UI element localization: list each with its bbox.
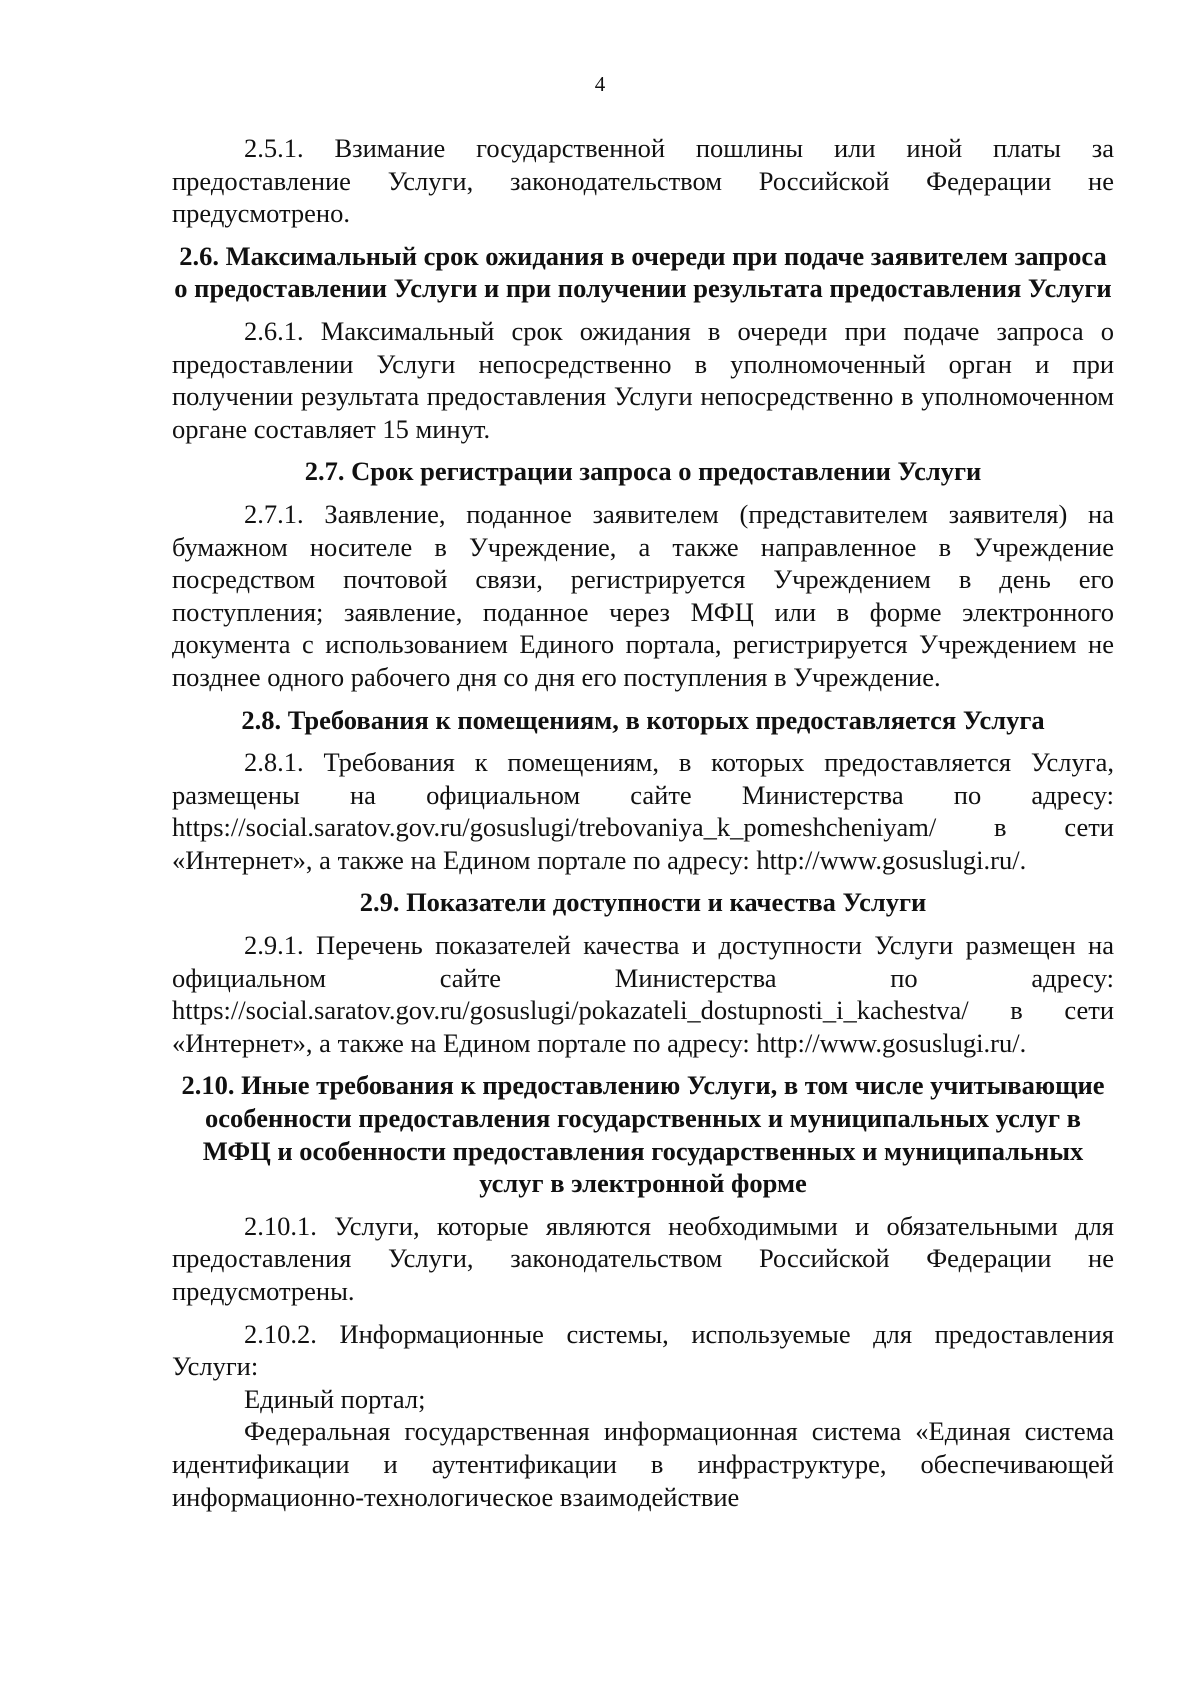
paragraph-2-7-1: 2.7.1. Заявление, поданное заявителем (представителем заявителя) на бумажном носителе в Учреждение, а также направленное в Учреждение посредством почтовой связи, регистрируется Учреждением в день его поступления; заявление, поданное через МФЦ или в форме электронного документа с использованием Единого портала, регистрируется Учреждением не позднее одного рабочего дня со дня его поступления в Учреждение. [172, 498, 1114, 692]
paragraph-2-9-1: 2.9.1. Перечень показателей качества и доступности Услуги размещен на официальном сайте Министерства по адресу: https://social.saratov.gov.ru/gosuslugi/pokazateli_dostupnosti_i_kachestva/ в сети «Интернет», а также на Едином портале по адресу: http://www.gosuslugi.ru/. [172, 930, 1114, 1058]
heading-2-9: 2.9. Показатели доступности и качества Услуги [359, 887, 927, 918]
paragraph-2-10-1: 2.10.1. Услуги, которые являются необходимыми и обязательными для предоставления Услуги, законодательством Российской Федерации не предусмотрены. [172, 1210, 1114, 1306]
paragraph-2-6-1: 2.6.1. Максимальный срок ожидания в очереди при подаче запроса о предоставлении Услуги непосредственно в уполномоченный орган и при получении результата предоставления Услуги непосредственно в уполномоченном органе составляет 15 минут. [172, 315, 1114, 444]
list-item-unified-portal: Единый портал; [244, 1383, 426, 1414]
paragraph-2-8-1: 2.8.1. Требования к помещениям, в которых предоставляется Услуга, размещены на официальном сайте Министерства по адресу: https://social.saratov.gov.ru/gosuslugi/trebovaniya_k_pomeshcheniyam/ в сети «Интернет», а также на Едином портале по адресу: http://www.gosuslugi.ru/. [172, 747, 1114, 875]
heading-2-8: 2.8. Требования к помещениям, в которых предоставляется Услуга [241, 704, 1045, 735]
heading-2-10: 2.10. Иные требования к предоставлению Услуги, в том числе учитывающие особенности предоставления государственных и муниципальных услуг в МФЦ и особенности предоставления государственных и муниципальных услуг в электронной форме [181, 1070, 1105, 1199]
list-item-federal-system: Федеральная государственная информационная система «Единая система идентификации и аутентификации в инфраструктуре, обеспечивающей информационно-технологическое взаимодействие [172, 1416, 1114, 1512]
paragraph-2-10-2: 2.10.2. Информационные системы, используемые для предоставления Услуги: [172, 1318, 1114, 1382]
document-body [172, 132, 1114, 1513]
heading-2-7: 2.7. Срок регистрации запроса о предоставлении Услуги [304, 456, 982, 487]
page-number: 4 [594, 72, 606, 96]
paragraph-2-5-1: 2.5.1. Взимание государственной пошлины или иной платы за предоставление Услуги, законодательством Российской Федерации не предусмотрено. [172, 133, 1114, 229]
heading-2-6: 2.6. Максимальный срок ожидания в очереди при подаче заявителем запроса о предоставлении Услуги и при получении результата предоставления Услуги [174, 240, 1112, 304]
